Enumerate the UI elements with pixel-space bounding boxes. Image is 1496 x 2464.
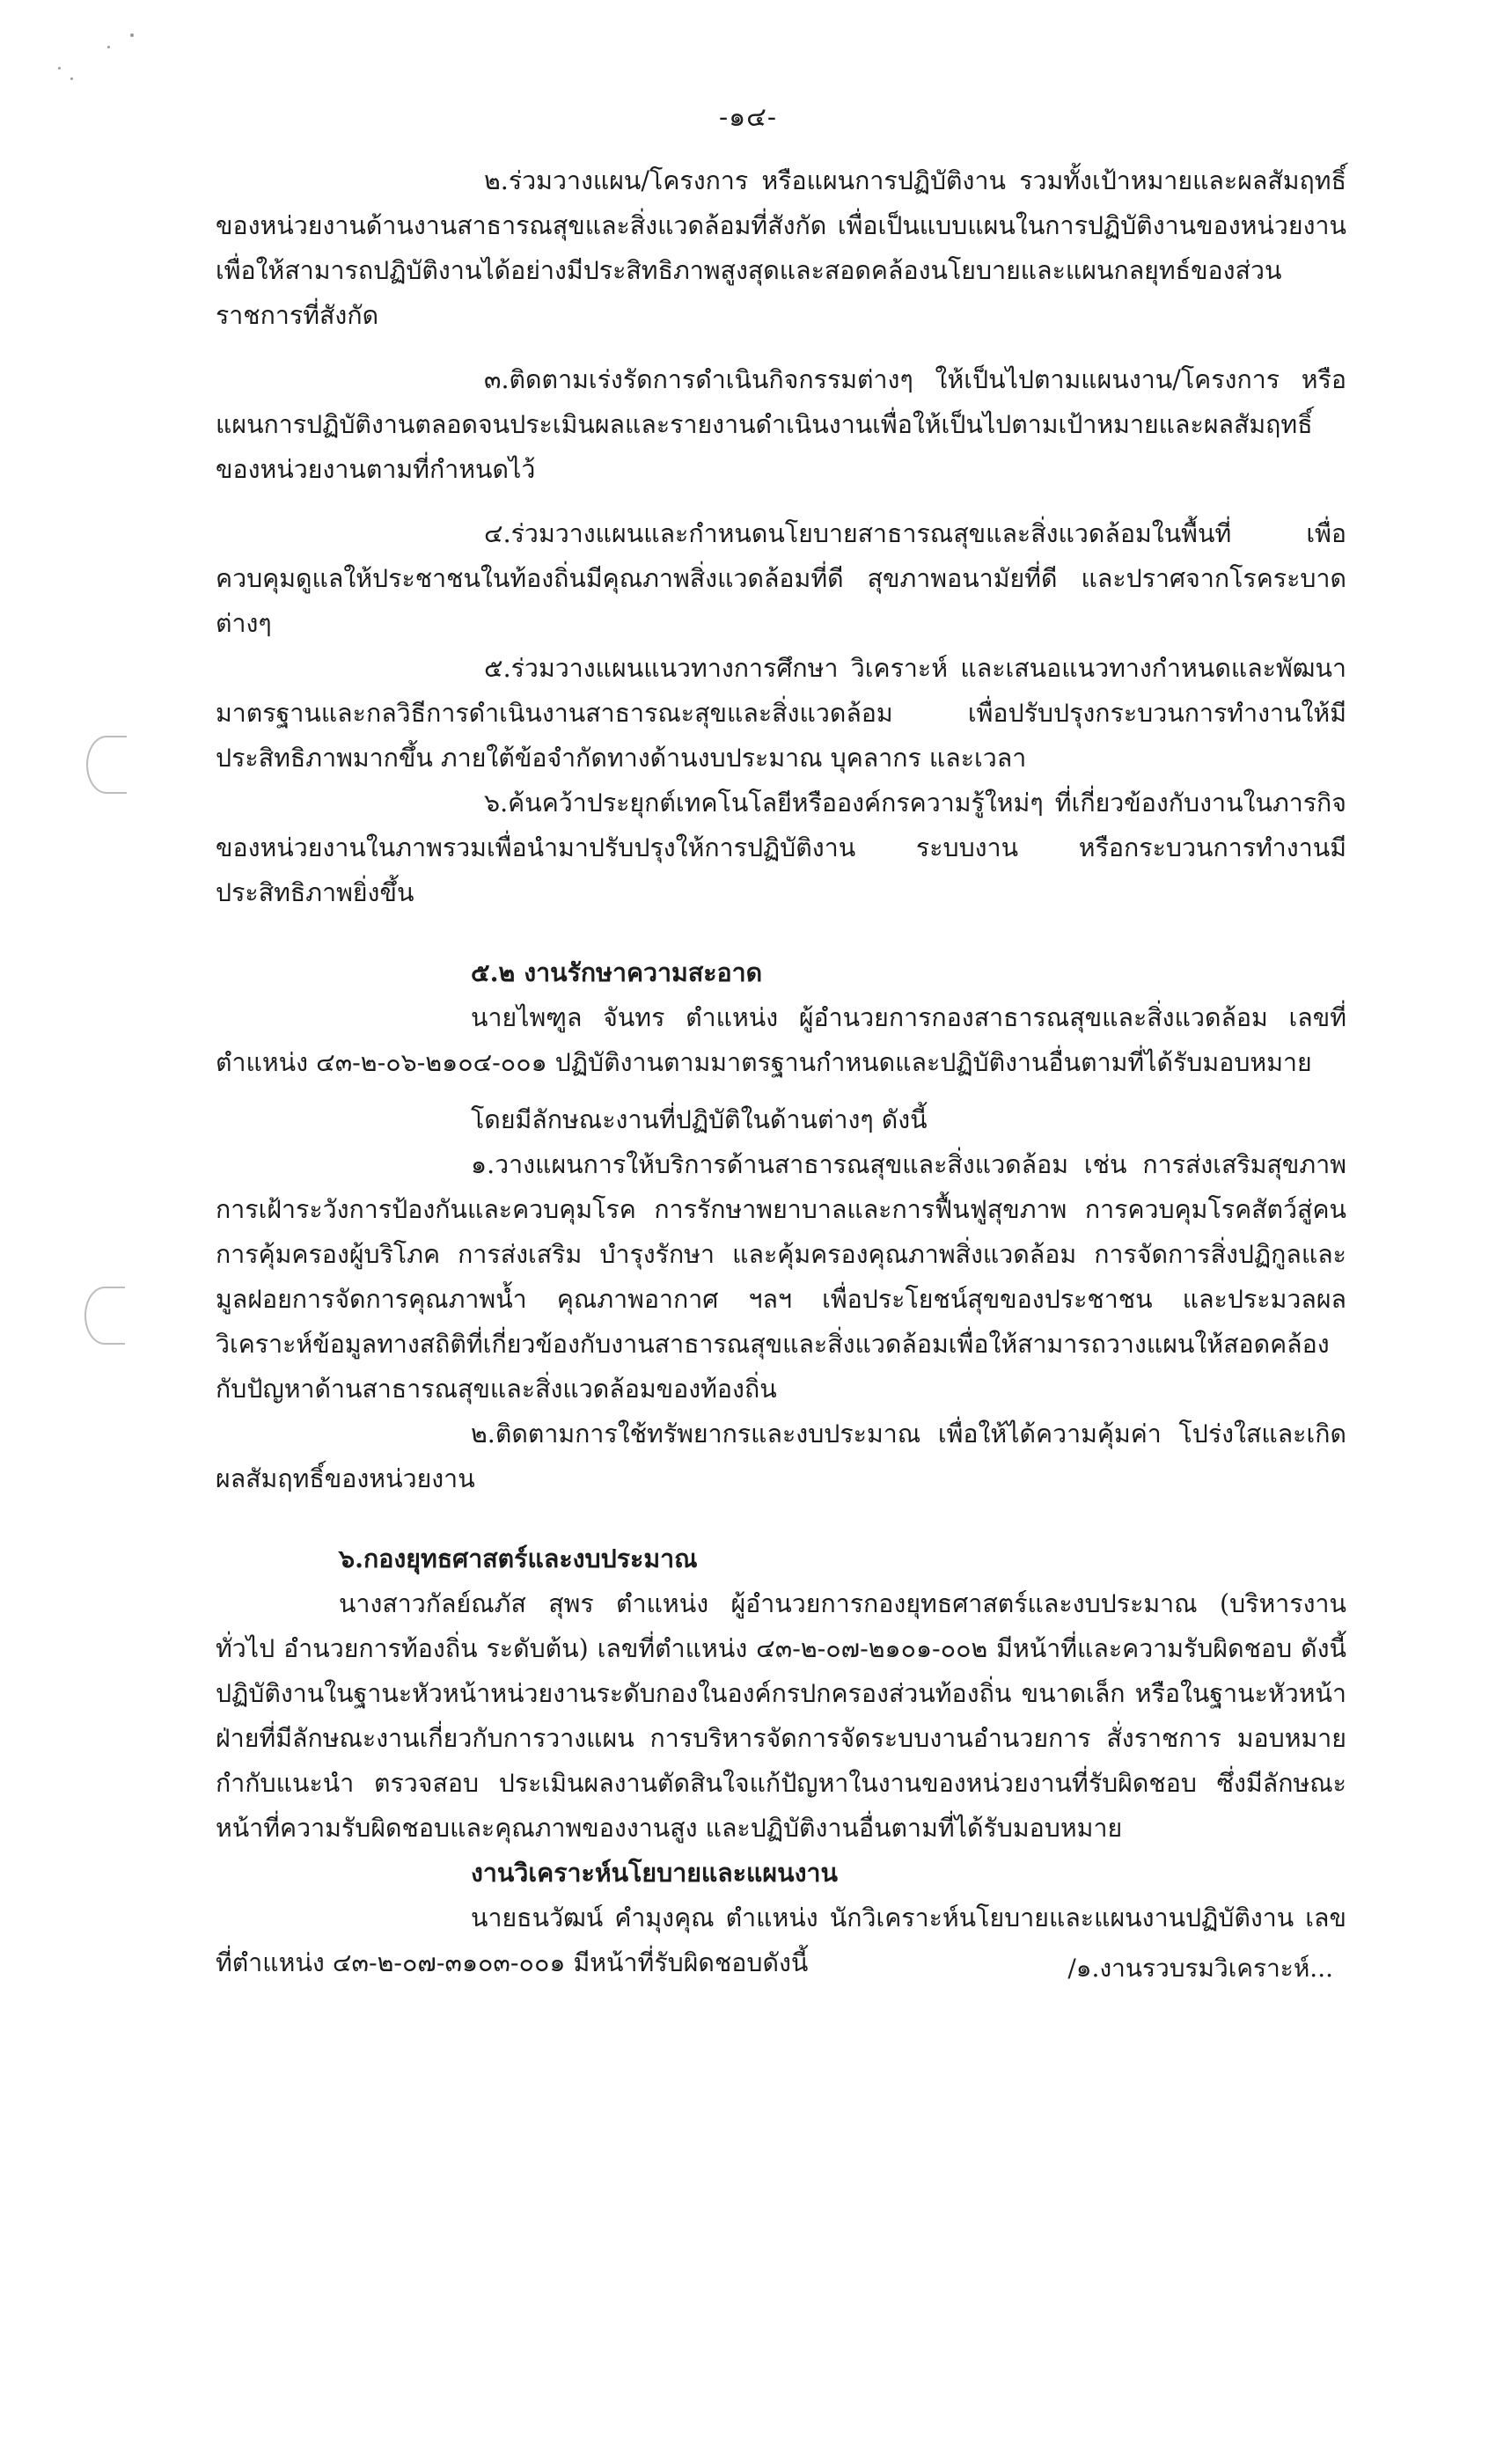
paragraph-duty-3: ๓.ติดตามเร่งรัดการดำเนินกิจกรรมต่างๆ ให้เป็นไปตามแผนงาน/โครงการ หรือแผนการปฏิบัติงานตลอดจนประเมินผลและรายงานดำเนินงานเพื่อให้เป็นไปตามเป้าหมายและผลสัมฤทธิ์ของหน่วยงานตามที่กำหนดไว้	[216, 365, 1346, 484]
paragraph-duty-4: ๔.ร่วมวางแผนและกำหนดนโยบายสาธารณสุขและสิ่งแวดล้อมในพื้นที่ เพื่อควบคุมดูแลให้ประชาชนในท้องถิ่นมีคุณภาพสิ่งแวดล้อมที่ดี สุขภาพอนามัยที่ดี และปราศจากโรคระบาดต่างๆ	[216, 519, 1346, 638]
paragraph-health-duty-2: ๒.ติดตามการใช้ทรัพยากรและงบประมาณ เพื่อให้ได้ความคุ้มค่า โปร่งใสและเกิดผลสัมฤทธิ์ของหน่วยงาน	[216, 1419, 1346, 1493]
paragraph-director-strategy: นางสาวกัลย์ณภัส สุพร ตำแหน่ง ผู้อำนวยการกองยุทธศาสตร์และงบประมาณ (บริหารงานทั่วไป อำนวยการท้องถิ่น ระดับต้น) เลขที่ตำแหน่ง ๔๓-๒-๐๗-๒๑๐๑-๐๐๒ มีหน้าที่และความรับผิดชอบ ดังนี้ ปฏิบัติงานในฐานะหัวหน้าหน่วยงานระดับกองในองค์กรปกครองส่วนท้องถิ่น ขนาดเล็ก หรือในฐานะหัวหน้าฝ่ายที่มีลักษณะงานเกี่ยวกับการวางแผน การบริหารจัดการจัดระบบงานอำนวยการ สั่งราชการ มอบหมาย กำกับแนะนำ ตรวจสอบ ประเมินผลงานตัดสินใจแก้ปัญหาในงานของหน่วยงานที่รับผิดชอบ ซึ่งมีลักษณะหน้าที่ความรับผิดชอบและคุณภาพของงานสูง และปฏิบัติงานอื่นตามที่ได้รับมอบหมาย	[216, 1589, 1346, 1843]
paragraph-duty-6: ๖.ค้นคว้าประยุกต์เทคโนโลยีหรือองค์กรความรู้ใหม่ๆ ที่เกี่ยวข้องกับงานในภารกิจของหน่วยงานในภาพรวมเพื่อนำมาปรับปรุงให้การปฏิบัติงาน ระบบงาน หรือกระบวนการทำงานมีประสิทธิภาพยิ่งขึ้น	[216, 788, 1346, 907]
paragraph-health-duty-1: ๑.วางแผนการให้บริการด้านสาธารณสุขและสิ่งแวดล้อม เช่น การส่งเสริมสุขภาพ การเฝ้าระวังการป้องกันและควบคุมโรค การรักษาพยาบาลและการฟื้นฟูสุขภาพ การควบคุมโรคสัตว์สู่คน การคุ้มครองผู้บริโภค การส่งเสริม บำรุงรักษา และคุ้มครองคุณภาพสิ่งแวดล้อม การจัดการสิ่งปฏิกูลและมูลฝอยการจัดการคุณภาพน้ำ คุณภาพอากาศ ฯลฯ เพื่อประโยชน์สุขของประชาชน และประมวลผล วิเคราะห์ข้อมูลทางสถิติที่เกี่ยวข้องกับงานสาธารณสุขและสิ่งแวดล้อมเพื่อให้สามารถวางแผนให้สอดคล้องกับปัญหาด้านสาธารณสุขและสิ่งแวดล้อมของท้องถิ่น	[216, 1150, 1346, 1404]
paragraph-policy-analyst: นายธนวัฒน์ คำมุงคุณ ตำแหน่ง นักวิเคราะห์นโยบายและแผนงานปฏิบัติงาน เลขที่ตำแหน่ง ๔๓-๒-๐๗-๓๑๐๓-๐๐๑ มีหน้าที่รับผิดชอบดังนี้	[216, 1903, 1346, 1977]
scan-speck	[58, 67, 61, 70]
paragraph-director-public-health: นายไพฑูล จันทร ตำแหน่ง ผู้อำนวยการกองสาธารณสุขและสิ่งแวดล้อม เลขที่ตำแหน่ง ๔๓-๒-๐๖-๒๑๐๔-๐๐๑ ปฏิบัติงานตามมาตรฐานกำหนดและปฏิบัติงานอื่นตามที่ได้รับมอบหมาย	[216, 1003, 1346, 1077]
paragraph-duty-5: ๕.ร่วมวางแผนแนวทางการศึกษา วิเคราะห์ และเสนอแนวทางกำหนดและพัฒนามาตรฐานและกลวิธีการดำเนินงานสาธารณะสุขและสิ่งแวดล้อม เพื่อปรับปรุงกระบวนการทำงานให้มีประสิทธิภาพมากขึ้น ภายใต้ข้อจำกัดทางด้านงบประมาณ บุคลากร และเวลา	[216, 654, 1346, 773]
scan-speck	[70, 77, 73, 80]
paragraph-duty-2: ๒.ร่วมวางแผน/โครงการ หรือแผนการปฏิบัติงาน รวมทั้งเป้าหมายและผลสัมฤทธิ์ของหน่วยงานด้านงานสาธารณสุขและสิ่งแวดล้อมที่สังกัด เพื่อเป็นแบบแผนในการปฏิบัติงานของหน่วยงานเพื่อให้สามารถปฏิบัติงานได้อย่างมีประสิทธิภาพสูงสุดและสอดคล้องนโยบายและแผนกลยุทธ์ของส่วนราชการที่สังกัด	[216, 166, 1346, 330]
punch-hole-mark	[84, 1287, 125, 1345]
scan-speck	[130, 33, 134, 37]
document-body	[216, 158, 1346, 1985]
subsection-heading-policy: งานวิเคราะห์นโยบายและแผนงาน	[471, 1858, 838, 1888]
scan-speck	[107, 46, 110, 48]
page-number: -๑๔-	[718, 102, 778, 133]
section-heading-5-2: ๕.๒ งานรักษาความสะอาด	[471, 957, 763, 987]
section-heading-6: ๖.กองยุทธศาสตร์และงบประมาณ	[339, 1544, 698, 1573]
continuation-note: /๑.งานรวบรมวิเคราะห์...	[1067, 1954, 1333, 1983]
punch-hole-mark	[86, 736, 127, 794]
paragraph-work-characteristics: โดยมีลักษณะงานที่ปฏิบัติในด้านต่างๆ ดังนี้	[471, 1105, 928, 1134]
